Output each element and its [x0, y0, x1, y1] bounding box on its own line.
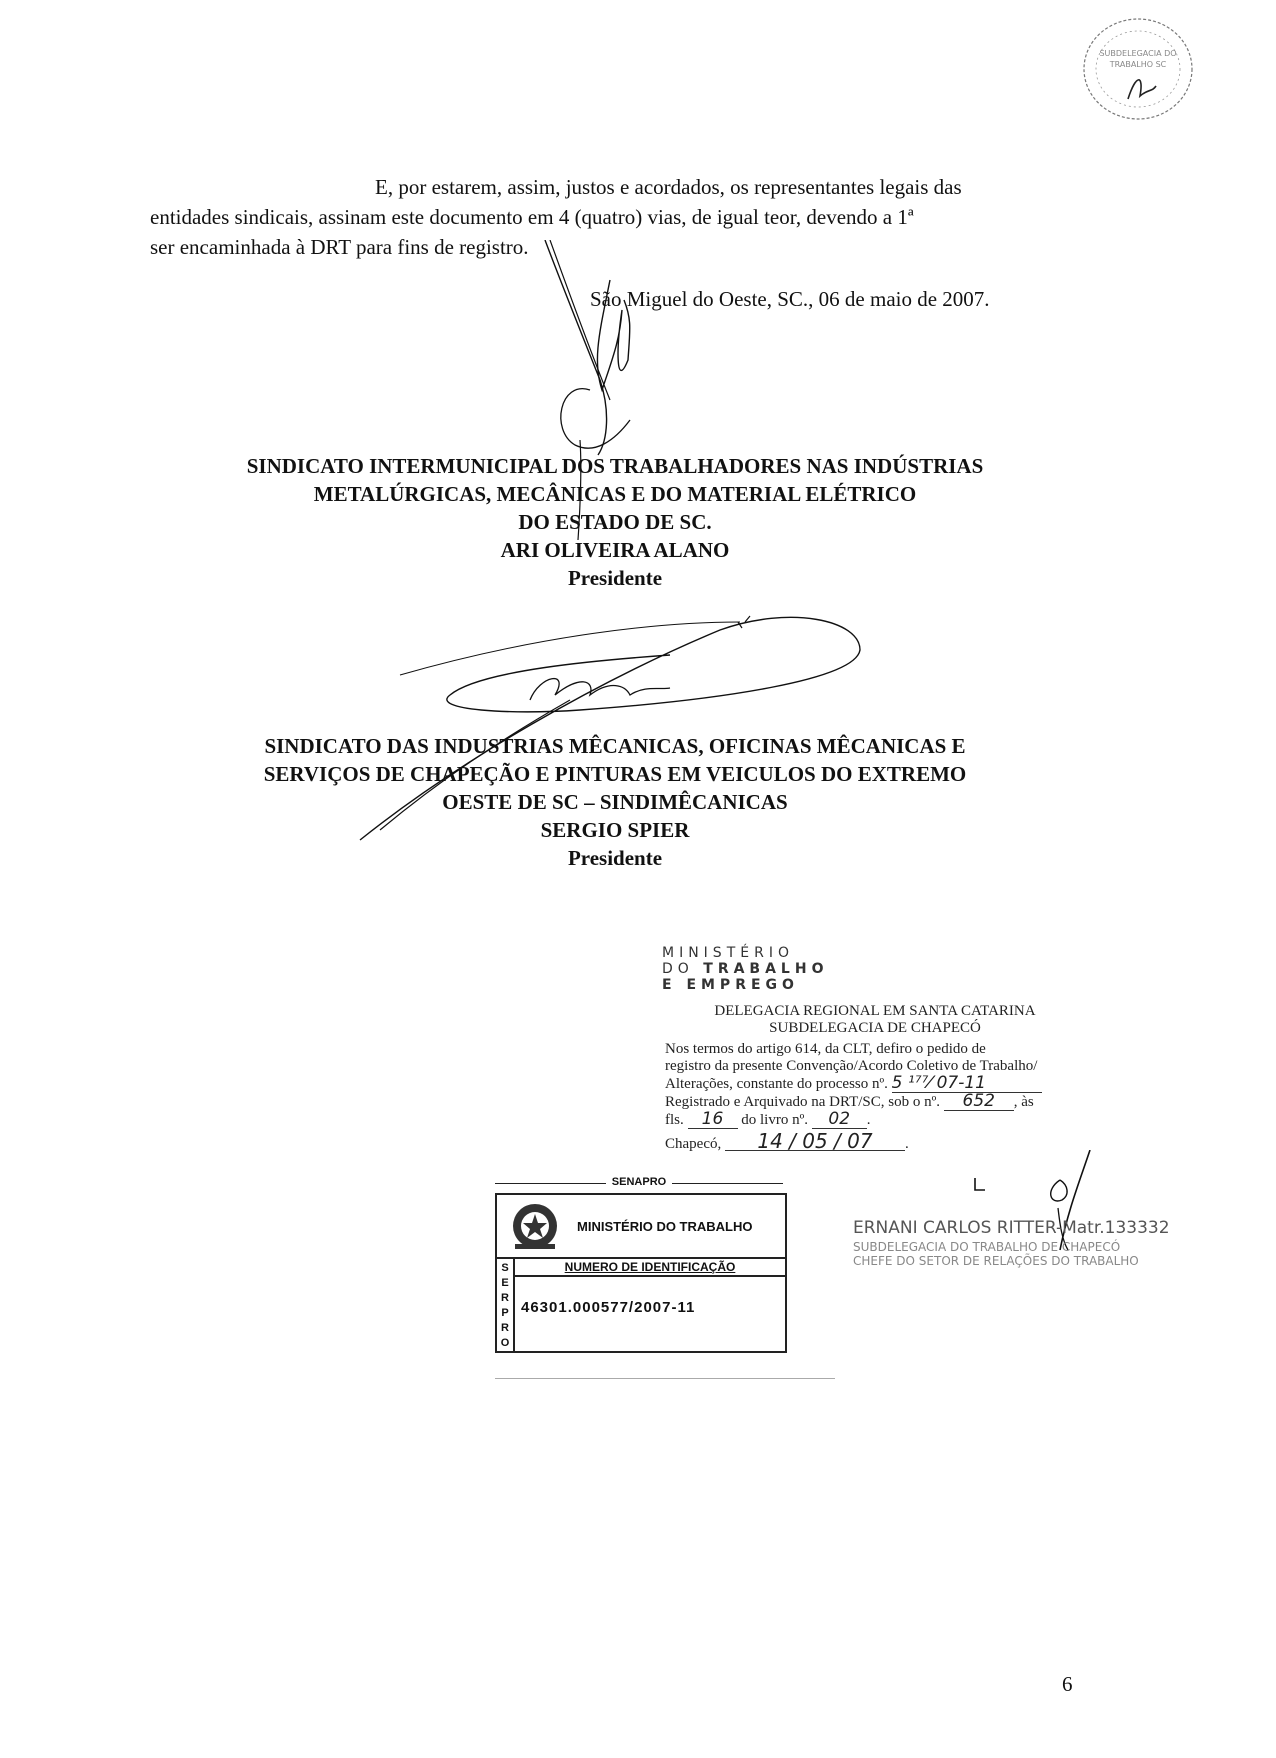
livro-label: do livro nº. — [741, 1112, 808, 1128]
signatory-1-block — [150, 452, 1080, 592]
paragraph-line-2: entidades sindicais, assinam este documento em 4 (quatro) vias, de igual teor, devendo a 1ª — [150, 205, 914, 229]
signatory-1-org-line-3: DO ESTADO DE SC. — [518, 510, 712, 534]
subdelegacia-title: SUBDELEGACIA DE CHAPECÓ — [769, 1020, 981, 1036]
registration-text-5-row: fls. 16 do livro nº. 02 . — [665, 1109, 871, 1129]
official-stamp — [853, 1218, 1170, 1268]
signatory-2-org-line-2: SERVIÇOS DE CHAPEÇÃO E PINTURAS EM VEICULOS DO EXTREMO — [263, 762, 967, 786]
registration-text-4: Registrado e Arquivado na DRT/SC, sob o nº. — [665, 1094, 940, 1110]
side-letter: P — [501, 1307, 509, 1319]
senapro-label — [495, 1176, 783, 1188]
signatory-2-block — [150, 732, 1080, 872]
official-name: ERNANI CARLOS RITTER-Matr.133332 — [853, 1218, 1170, 1238]
registration-text-3: Alterações, constante do processo nº. — [665, 1076, 888, 1092]
side-letter: S — [501, 1262, 509, 1274]
place-date: São Miguel do Oeste, SC., 06 de maio de 2007. — [590, 287, 990, 311]
signatory-2-role: Presidente — [567, 846, 663, 870]
ministry-line-3: E EMPREGO — [662, 977, 799, 993]
livro-number: 02 — [812, 1111, 867, 1129]
ministry-line-1: MINISTÉRIO — [662, 945, 794, 961]
process-number: 5 ¹⁷⁷⁄ 07-11 — [892, 1075, 1042, 1093]
registration-number: 652 — [944, 1093, 1014, 1111]
paragraph-line-3: ser encaminhada à DRT para fins de registro. — [150, 235, 529, 259]
registration-date: 14 / 05 / 07 — [725, 1133, 905, 1151]
stamp-underline — [495, 1378, 835, 1379]
corner-seal-text: SUBDELEGACIA DO TRABALHO SC — [1099, 49, 1177, 69]
corner-seal — [1078, 14, 1198, 124]
ministry-line-2 — [662, 961, 828, 977]
side-letter: R — [501, 1322, 509, 1334]
side-letter: E — [501, 1277, 509, 1289]
numero-identificacao-label: NUMERO DE IDENTIFICAÇÃO — [515, 1259, 785, 1277]
registration-text-2: registro da presente Convenção/Acordo Coletivo de Trabalho/ — [665, 1058, 1038, 1074]
senapro-ministerio: MINISTÉRIO DO TRABALHO — [577, 1218, 753, 1234]
senapro-number-area — [513, 1259, 785, 1351]
senapro-body — [497, 1259, 785, 1351]
fls-label: fls. — [665, 1112, 684, 1128]
registration-text-4b: , às — [1013, 1094, 1034, 1110]
signatory-1-org-line-2: METALÚRGICAS, MECÂNICAS E DO MATERIAL ELÉTRICO — [313, 482, 917, 506]
brasao-icon — [507, 1198, 563, 1254]
page-number: 6 — [1062, 1672, 1073, 1696]
official-role: CHEFE DO SETOR DE RELAÇÕES DO TRABALHO — [853, 1254, 1139, 1268]
senapro-side-letters — [497, 1259, 513, 1351]
ministry-stamp-header — [662, 945, 828, 993]
signatory-2-org-line-3: OESTE DE SC – SINDIMÊCANICAS — [442, 790, 788, 814]
signatory-2-org-line-1: SINDICATO DAS INDUSTRIAS MÊCANICAS, OFICINAS MÊCANICAS E — [264, 734, 966, 758]
registration-date-row: Chapecó, 14 / 05 / 07 . — [665, 1129, 909, 1153]
signatory-2-name: SERGIO SPIER — [540, 818, 690, 842]
signatory-1-name: ARI OLIVEIRA ALANO — [500, 538, 730, 562]
senapro-label-text: SENAPRO — [606, 1176, 672, 1188]
side-letter: R — [501, 1292, 509, 1304]
paragraph-line-1: E, por estarem, assim, justos e acordados, os representantes legais das — [375, 175, 962, 199]
ministry-line-2-do: DO — [662, 961, 694, 977]
registration-text-1: Nos termos do artigo 614, da CLT, defiro o pedido de — [665, 1041, 986, 1057]
registration-text-4-row — [665, 1093, 1085, 1111]
registration-text-3-row — [665, 1075, 1085, 1093]
fls-number: 16 — [688, 1111, 738, 1129]
signatory-1-org-line-1: SINDICATO INTERMUNICIPAL DOS TRABALHADORES NAS INDÚSTRIAS — [246, 454, 984, 478]
signatory-1-role: Presidente — [567, 566, 663, 590]
side-letter: O — [500, 1337, 510, 1349]
registration-stamp — [665, 1003, 1085, 1153]
delegacia-title: DELEGACIA REGIONAL EM SANTA CATARINA — [714, 1003, 1036, 1019]
senapro-header-row — [497, 1195, 785, 1259]
identification-number: 46301.000577/2007-11 — [521, 1299, 696, 1316]
official-subdelegacia: SUBDELEGACIA DO TRABALHO DE CHAPECÓ — [853, 1240, 1121, 1254]
senapro-stamp-box — [495, 1193, 787, 1353]
chapeco-label: Chapecó, — [665, 1136, 722, 1152]
ministry-line-2-trabalho: TRABALHO — [703, 961, 829, 977]
